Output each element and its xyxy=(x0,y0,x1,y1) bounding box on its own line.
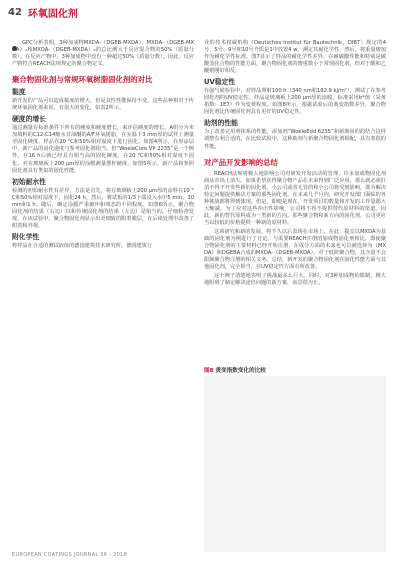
viscosity-paragraph: 新开发的产品可以造成黏度的增大，但是其性性能保持不变。这些品种相对于传统环氧固化剂来说，有很大的变化，如表2所示。 xyxy=(12,98,194,112)
heading-viscosity: 黏度 xyxy=(12,88,26,97)
section-title: 环氧固化剂 xyxy=(27,8,78,20)
summary-paragraph-2: 这项研究和新的发展，将不久以后表现在市场上，在此，提交以MXDA为基础的固化剂为例进行了讨论。与需要REACH注册的加成物固化剂相比，即使聚合物固化剂的主要材料已经开始注册，在成分方面的未来也可以被选择为（MXDA）和DGEBA合成的MXDA-（DGEB-MXDA），对于低阶聚合物，其含量不会限制聚合物注册的相关义务。总结，新开发的聚合物固化剂在固化性能方面与其他固化剂，完全相当，在UV稳定性方面有所改善。 xyxy=(204,228,386,271)
heading-polymer-comparison: 聚合物固化剂与常规环氧树脂固化剂的对比 xyxy=(12,75,153,85)
figure-8-panel xyxy=(204,376,386,552)
heading-uv-stability: UV稳定性 xyxy=(204,78,236,87)
summary-paragraph-1: REACH法规将极大地影响公司对研发开发活动的管理，许多加成物固化剂商从市场上消失。如果希望获得聚合物产品在未来得到广泛应用，那么就必须打消不得不开发些新的固化剂。小公司或者无管的和小公司将受到影响，即为解决特定问题提供解决方案的那些固化剂。在未来几个月内，研究开发部门面临的各种挑战都将得到体现。但是，即便是现在，开发项目的数量和开发的工作量都大大缩减。为了应对这些冲击性影响，公司将不得不提供替代原材料的渠道。因此，新的替代原料成为一类新的方向。那些聚合物和新方向的固化剂，公司更应当以较低的价格提供一种新的原材料。 xyxy=(204,170,386,226)
left-column xyxy=(12,40,194,252)
heading-development-summary: 对产品开发影响的总结 xyxy=(204,157,278,167)
figure-caption-text: 黄变指数变化的比较 xyxy=(215,368,266,374)
heading-hardness: 硬度的增长 xyxy=(12,115,46,124)
figure-caption xyxy=(204,366,266,374)
hardness-paragraph: 通过测量有标准条件下所有的硬度和硬度增长，来评估硬度的增长。A组分为未加填料的C12-C14缩水甘油醚的A/F环氧树脂，在室温下3 mm厚的试样上测量至固化硬度。样品在20 °C和50%相对湿度下进行固化。如图4所示，在厚涂层中，新产品的固化速度与参考固化剂相当，但“WoeleCure VP 2235”是一个例外。在16 h后就已经具有相当高的固化硬度，在20 °C和50%相对湿度下固化。对在玻璃板上200 μm厚的涂膜测量摆杆硬度，如图5所示，新产品和参照固化剂具有类似的固化性能。 xyxy=(12,125,194,174)
chemical-resistance-paragraph: 将样品在合适的测试液体的德国建筑技术研究所，德国建筑行 xyxy=(12,242,153,249)
page-number: 42 xyxy=(8,6,22,18)
page-header xyxy=(8,4,78,20)
figure-number: 图8 xyxy=(204,368,214,374)
heading-additives: 助剂的性能 xyxy=(204,119,238,128)
water-resistance-paragraph: 检测的初始耐水性有差异。方法是首先，将在玻璃板上200 μm厚的涂料在10 °C和50%相对湿度下，固化24 h。然后，将试板的1/3下端浸入水中5 min、30 min和1 h。随后，确定涂膜严重破坏和残态的不同程度。如图6所示，聚合物固化剂的结果（右边）以和传统固化剂的结果（左边）是相当的。仔细检查发现，在该试验中，聚合物固化剂显示出更细致的附着膜层，在后续处理中改善了附着和外观。 xyxy=(12,187,194,229)
right-column xyxy=(204,40,386,289)
heading-chemical-resistance: 附化学性 xyxy=(12,232,40,241)
additives-paragraph: 为了改善完用剂体系的性能，添加剂“WoeleEdd 6235”和新离固的的结合这样调整有利合适的。在比较试验中，这种助剂与新聚合物固化剂相配，具有着很的性能。 xyxy=(204,129,386,150)
summary-paragraph-3: 这个例子清楚地表明了挑战最多么巨大。同时，对3种加成物的限制，极大地阻碍了制定解决途径问题的新方案，前景很为止。 xyxy=(204,273,386,287)
intro-paragraph: GPC分析表明，3种加成物MXDA-（DGEB-MXDA），MXDA-（DGEB-MXDA）₂和MXDA-（DGEB-MXDA）₂的总比例大于反应混合物的50%（质量分数）。在反应产物中，3种加成物中没有一种超过50%（质量分数）。因此，反应产物符合REACH法规规定的聚合物定义。 xyxy=(12,40,194,68)
uv-stability-paragraph: 在强气候检验中，对样品照射100 h（340 nm和182.9 kJ/m²），测试了在参考固化剂的UV稳定性。样品是玻璃板上200 μm厚的涂膜，标准采用b*值（采黄指数：1E7）作为变黄程度。如图8所示，根据试验后的黄变指数差异，聚合物固化剂比传统固化剂具有更好的UV稳定性。 xyxy=(204,88,386,116)
heading-water-resistance: 初始耐水性 xyxy=(12,177,46,186)
chemical-resistance-continued: 业的技术权威机构（Deutsches Institut für Bautechnik，DIBT）规定的4号、5号、9号和10号介质是1中放置4 w。测定其耐化学性，然后，将重量增加作为耐化学性标准。图7显示了样品的耐化学性差异。在耐碳酸性能和特别是碳酸氢化合物的性能方面，聚合物固化剂的增重数小于常规固化剂，但对于酸和乙醚则刚好相反。 xyxy=(204,40,386,75)
page-footer: EUROPEAN COATINGS JOURNAL 06 - 2018 xyxy=(12,552,128,558)
